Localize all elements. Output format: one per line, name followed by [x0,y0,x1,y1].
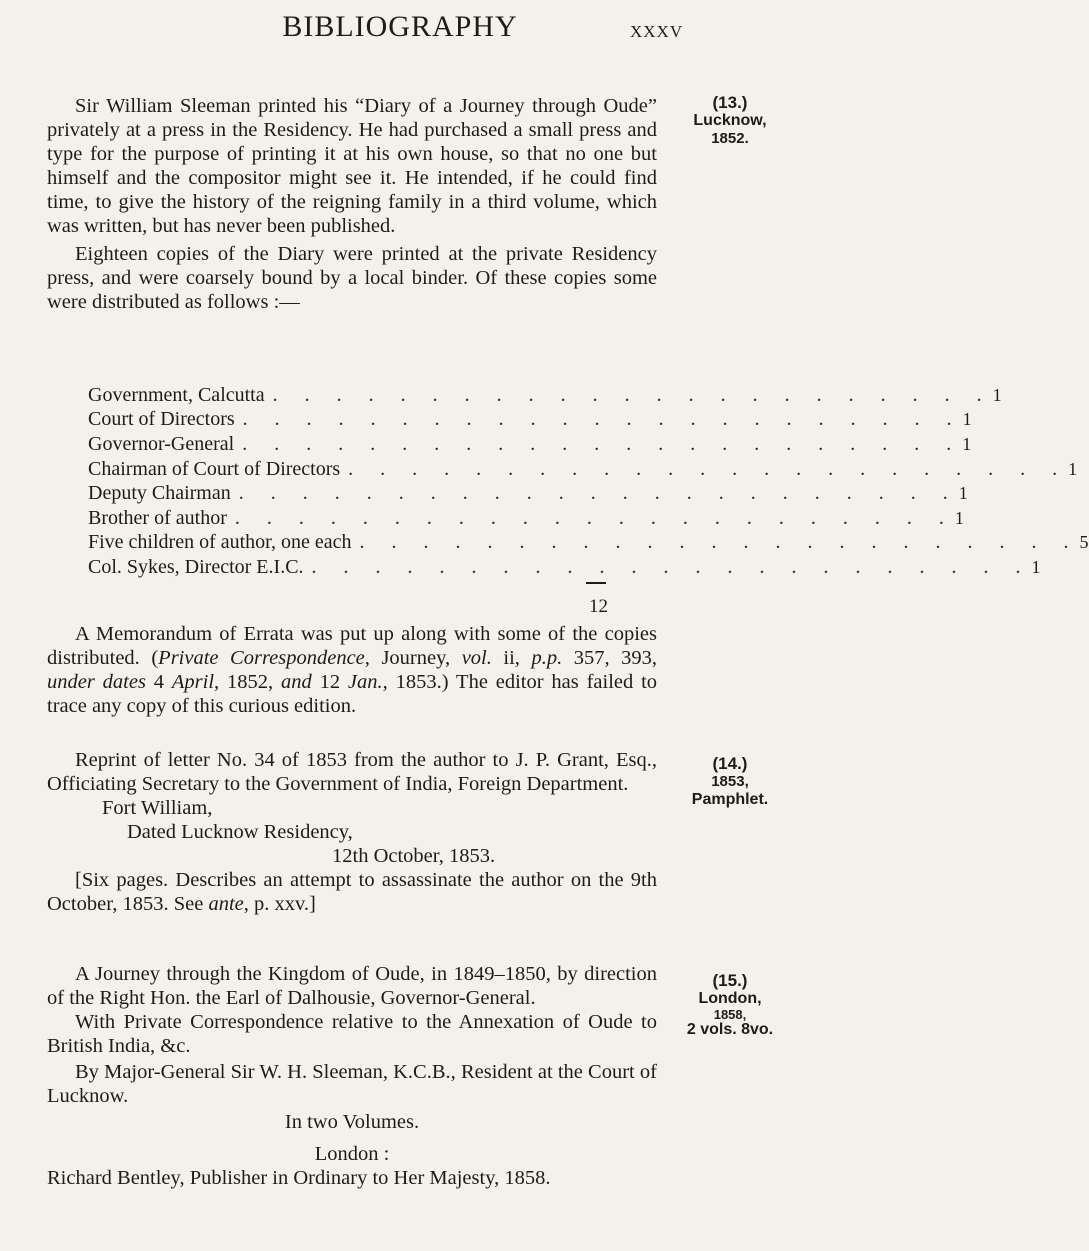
leader-dots: . . . . . . . . . . . . . . . . . . . . . . . [242,408,963,431]
paragraph-copies: Eighteen copies of the Diary were printed at the private Residency press, and were coarsely bound by a local binder. Of these copies some were distributed as follows :— [47,243,657,313]
copy-count: 5 [1079,532,1089,553]
leader-dots: . . . . . . . . . . . . . . . . . . . . . . . [238,482,959,505]
margin-year: 1852. [711,130,749,147]
margin-note-13 [660,94,800,148]
book-title: A Journey through the Kingdom of Oude, in 1849–1850, by direction of the Right Hon. the Earl of Dalhousie, Governor-General. [47,963,657,1009]
letter-date: 12th October, 1853. [332,845,496,867]
margin-place: Lucknow, [693,112,767,129]
publisher-city: London : [314,1143,390,1165]
copy-count: 1 [954,507,964,528]
recipient-name: Brother of author [88,506,227,529]
copy-count: 1 [962,409,972,430]
distribution-row [88,555,1041,580]
letter-dated: Dated Lucknow Residency, [127,821,353,843]
distribution-row [88,383,1002,408]
copy-count: 1 [992,384,1002,405]
publisher-line: Richard Bentley, Publisher in Ordinary to Her Majesty, 1858. [47,1167,551,1189]
margin-entry-number: (13.) [712,93,748,112]
margin-year: 1858, [713,1007,747,1022]
distribution-row [88,531,1089,556]
total-copies: 12 [589,596,608,617]
entry-14-text [47,748,657,916]
distribution-row [88,457,1078,482]
distribution-row [88,506,964,531]
copy-count: 1 [1068,458,1078,479]
margin-year: 1853, [711,773,749,790]
book-author: By Major-General Sir W. H. Sleeman, K.C.B., Resident at the Court of Lucknow. [47,1061,657,1107]
recipient-name: Governor-General [88,432,235,455]
leader-dots: . . . . . . . . . . . . . . . . . . . . . . . [348,457,1069,480]
margin-entry-number: (15.) [712,971,748,990]
margin-entry-number: (14.) [712,754,748,773]
page-number: XXXV [630,22,684,41]
distribution-table [88,383,1089,580]
letter-place: Fort William, [102,797,213,819]
leader-dots: . . . . . . . . . . . . . . . . . . . . . . . [242,432,963,455]
running-title: BIBLIOGRAPHY [282,10,518,43]
recipient-name: Col. Sykes, Director E.I.C. [88,555,304,578]
distribution-row [88,432,972,457]
reprint-note: [Six pages. Describes an attempt to assassinate the author on the 9th October, 1853. See ante, p. xxv.] [47,869,657,915]
total-rule [586,582,606,584]
entry-13-text [47,94,657,314]
margin-note-14 [660,755,800,809]
leader-dots: . . . . . . . . . . . . . . . . . . . . . . . [234,506,955,529]
reprint-description: Reprint of letter No. 34 of 1853 from the author to J. P. Grant, Esq., Officiating Secretary to the Government of India, Foreign Department. [47,749,657,795]
leader-dots: . . . . . . . . . . . . . . . . . . . . . . . [272,383,993,406]
copy-count: 1 [962,433,972,454]
book-volumes: In two Volumes. [284,1111,420,1133]
margin-place: London, [698,990,762,1007]
leader-dots: . . . . . . . . . . . . . . . . . . . . . . . [359,531,1080,554]
copy-count: 1 [958,483,968,504]
leader-dots: . . . . . . . . . . . . . . . . . . . . . . . [311,555,1032,578]
distribution-row [88,481,968,506]
errata-paragraph [47,622,657,718]
entry-15-text [47,962,657,1190]
copy-count: 1 [1031,556,1041,577]
errata-text: A Memorandum of Errata was put up along with some of the copies distributed. (Private Correspondence, Journey, vol. ii, p.p. 357, 393, under dates 4 April, 1852, and 12 Jan., 1853.) The editor has failed to trace any copy of this curious edition. [47,623,658,717]
paragraph-press: Sir William Sleeman printed his “Diary of a Journey through Oude” privately at a press in the Residency. He had purchased a small press and type for the purpose of printing it at his own house, so that no one but himself and the compositor might see it. He intended, if he could find time, to give the history of the reigning family in a third volume, which was written, but has never been published. [47,95,657,237]
recipient-name: Five children of author, one each [88,531,352,554]
distribution-row [88,408,972,433]
book-subtitle: With Private Correspondence relative to the Annexation of Oude to British India, &c. [47,1011,657,1057]
margin-format: Pamphlet. [691,791,769,808]
margin-note-15 [660,972,800,1039]
recipient-name: Chairman of Court of Directors [88,457,341,480]
recipient-name: Government, Calcutta [88,383,265,406]
recipient-name: Deputy Chairman [88,482,231,505]
margin-format: 2 vols. 8vo. [686,1021,774,1038]
recipient-name: Court of Directors [88,408,235,431]
